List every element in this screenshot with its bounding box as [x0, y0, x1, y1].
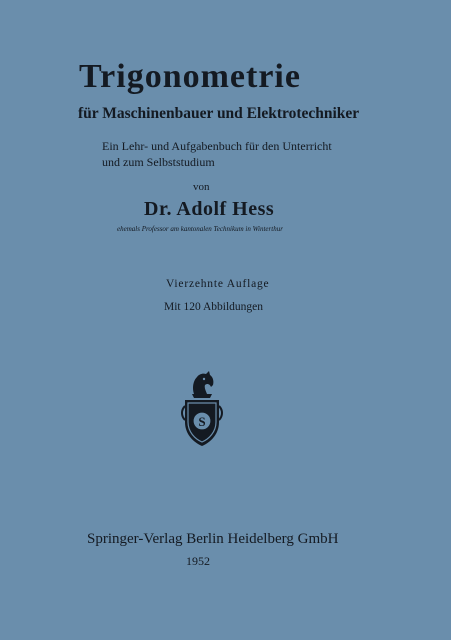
edition-label: Vierzehnte Auflage: [166, 278, 270, 290]
springer-knight-logo-icon: [178, 366, 226, 450]
author-affiliation: ehemals Professor am kantonalen Technikum in Winterthur: [117, 225, 283, 233]
description-line-1: Ein Lehr- und Aufgabenbuch für den Unterricht: [102, 139, 332, 153]
author-name: Dr. Adolf Hess: [144, 198, 275, 220]
figures-note: Mit 120 Abbildungen: [164, 301, 264, 313]
book-title: Trigonometrie: [79, 58, 301, 95]
description-line-2: und zum Selbststudium: [102, 155, 215, 169]
by-label: von: [193, 181, 210, 193]
publication-year: 1952: [186, 554, 210, 568]
logo-monogram: S: [198, 414, 206, 429]
book-subtitle: für Maschinenbauer und Elektrotechniker: [78, 105, 360, 122]
publisher-name: Springer-Verlag Berlin Heidelberg GmbH: [87, 531, 339, 547]
